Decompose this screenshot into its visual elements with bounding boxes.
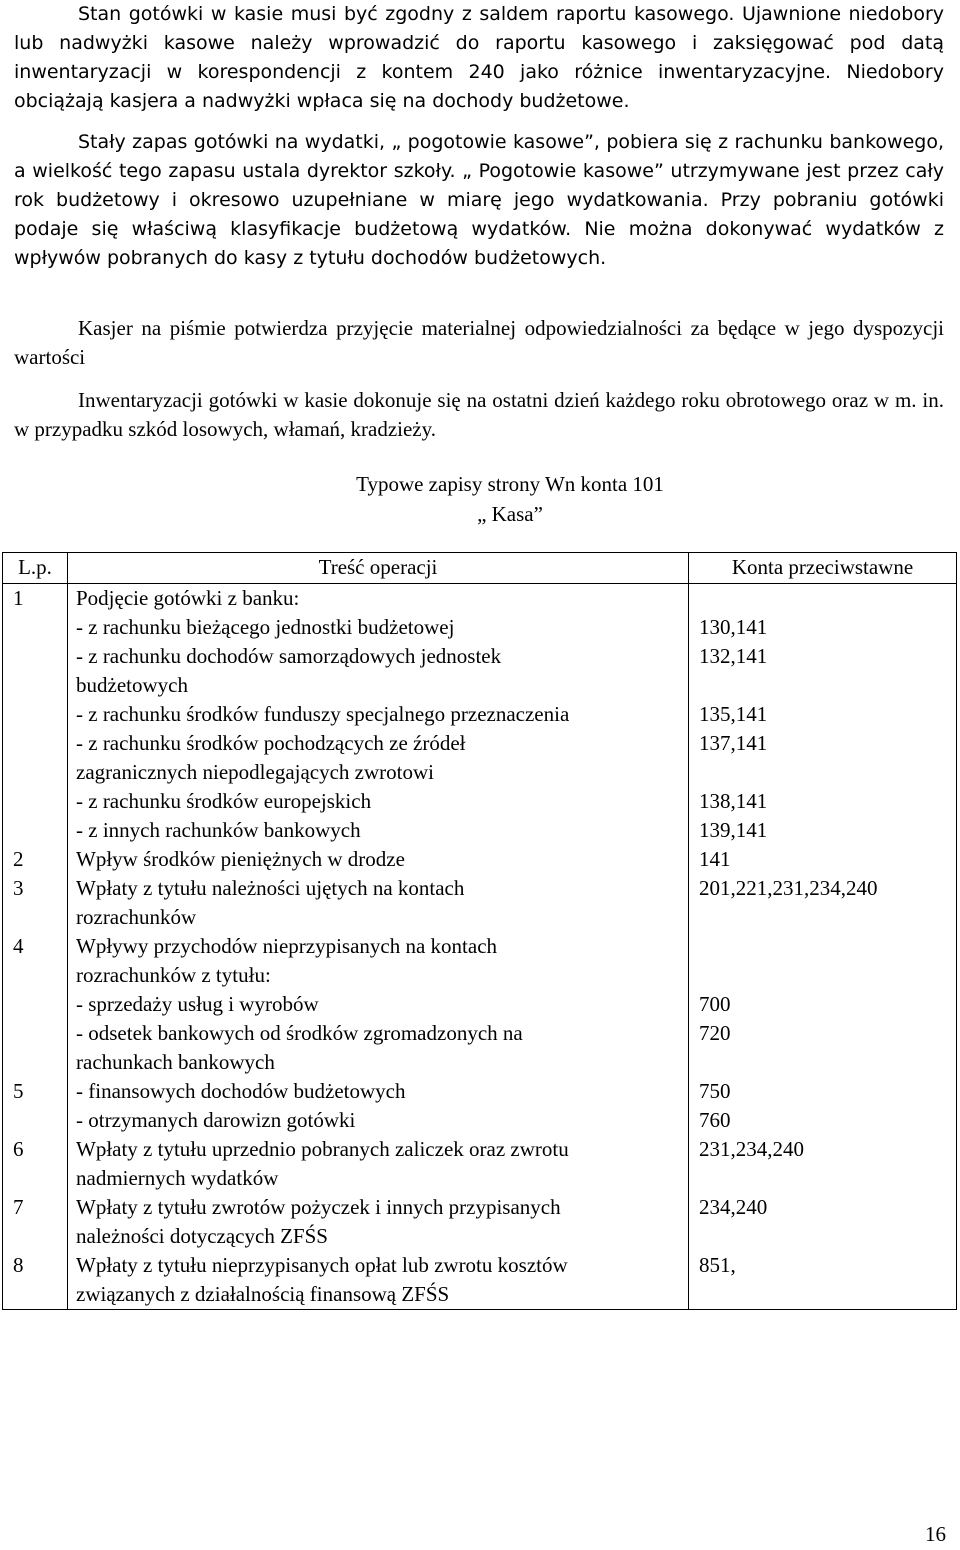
row-accounts xyxy=(689,932,956,961)
row-accounts: 139,141 xyxy=(699,818,768,842)
row-operation: należności dotyczących ZFŚS xyxy=(76,1224,328,1248)
accounts-column xyxy=(689,584,957,1310)
row-lp xyxy=(3,787,67,816)
row-operation: Wpłaty z tytułu zwrotów pożyczek i innych przypisanych xyxy=(76,1195,561,1219)
row-operation: - z rachunku dochodów samorządowych jednostek xyxy=(76,644,502,668)
row-lp xyxy=(3,1164,67,1193)
row-lp xyxy=(3,816,67,845)
operation-column xyxy=(68,584,689,1310)
row-operation: - odsetek bankowych od środków zgromadzonych na xyxy=(76,1021,523,1045)
row-lp xyxy=(3,729,67,758)
row-lp: 7 xyxy=(13,1195,24,1219)
row-lp: 3 xyxy=(13,876,24,900)
entries-table xyxy=(2,552,957,1310)
row-operation: - z rachunku środków funduszy specjalnego przeznaczenia xyxy=(76,702,570,726)
row-lp: 4 xyxy=(13,934,24,958)
row-accounts: 130,141 xyxy=(699,615,768,639)
row-lp: 5 xyxy=(13,1079,24,1103)
row-accounts xyxy=(689,671,956,700)
row-accounts: 132,141 xyxy=(699,644,768,668)
row-operation: - z rachunku środków pochodzących ze źródeł xyxy=(76,731,466,755)
row-accounts: 141 xyxy=(699,847,731,871)
page-number: 16 xyxy=(925,1522,946,1546)
row-operation: Wpływ środków pieniężnych w drodze xyxy=(76,847,405,871)
row-accounts xyxy=(689,903,956,932)
row-lp xyxy=(3,961,67,990)
row-accounts: 135,141 xyxy=(699,702,768,726)
row-operation: nadmiernych wydatków xyxy=(76,1166,279,1190)
row-accounts xyxy=(689,1280,956,1309)
row-operation: Wpłaty z tytułu uprzednio pobranych zaliczek oraz zwrotu xyxy=(76,1137,569,1161)
row-accounts: 750 xyxy=(699,1079,731,1103)
paragraph-cashier-responsibility: Kasjer na piśmie potwierdza przyjęcie materialnej odpowiedzialności za będące w jego dyspozycji wartości xyxy=(14,316,944,369)
row-operation: rozrachunków z tytułu: xyxy=(76,963,271,987)
row-operation: Wpłaty z tytułu nieprzypisanych opłat lub zwrotu kosztów xyxy=(76,1253,568,1277)
table-subtitle: „ Kasa” xyxy=(477,502,543,526)
row-operation: Wpłaty z tytułu należności ujętych na kontach xyxy=(76,876,465,900)
row-lp xyxy=(3,1222,67,1251)
row-lp: 6 xyxy=(13,1137,24,1161)
row-accounts xyxy=(689,1048,956,1077)
row-accounts xyxy=(689,584,956,613)
row-lp xyxy=(3,613,67,642)
row-operation: - finansowych dochodów budżetowych xyxy=(76,1079,406,1103)
row-accounts: 700 xyxy=(699,992,731,1016)
row-lp xyxy=(3,758,67,787)
row-accounts: 138,141 xyxy=(699,789,768,813)
row-operation: - sprzedaży usług i wyrobów xyxy=(76,992,319,1016)
row-operation: - z rachunku bieżącego jednostki budżetowej xyxy=(76,615,455,639)
lp-column xyxy=(3,584,68,1310)
table-header-row xyxy=(3,553,957,584)
row-operation: - z rachunku środków europejskich xyxy=(76,789,372,813)
paragraph-petty-cash: Stały zapas gotówki na wydatki, „ pogotowie kasowe”, pobiera się z rachunku bankowego, a wielkość tego zapasu ustala dyrektor szkoły. „ Pogotowie kasowe” utrzymywane jest przez cały rok budżetowy i okresowo uzupełniane w miarę jego wydatkowania. Przy pobraniu gotówki podaje się właściwą klasyfikacje budżetową wydatków. Nie można dokonywać wydatków z wpływów pobranych do kasy z tytułu dochodów budżetowych. xyxy=(14,131,944,269)
row-accounts: 201,221,231,234,240 xyxy=(699,876,878,900)
row-lp: 2 xyxy=(13,847,24,871)
paragraph-cash-inventory: Inwentaryzacji gotówki w kasie dokonuje się na ostatni dzień każdego roku obrotowego oraz w m. in. w przypadku szkód losowych, włamań, kradzieży. xyxy=(14,388,944,441)
row-operation: zagranicznych niepodlegających zwrotowi xyxy=(76,760,434,784)
row-lp xyxy=(3,903,67,932)
row-operation: związanych z działalnością finansową ZFŚS xyxy=(76,1282,450,1306)
row-accounts xyxy=(689,758,956,787)
header-operation: Treść operacji xyxy=(68,553,689,584)
row-accounts: 851, xyxy=(699,1253,736,1277)
row-lp xyxy=(3,1280,67,1309)
row-operation: - z innych rachunków bankowych xyxy=(76,818,361,842)
row-operation: Podjęcie gotówki z banku: xyxy=(76,586,300,610)
row-lp xyxy=(3,1019,67,1048)
row-accounts: 720 xyxy=(699,1021,731,1045)
row-accounts: 137,141 xyxy=(699,731,768,755)
row-accounts xyxy=(689,1164,956,1193)
row-operation: Wpływy przychodów nieprzypisanych na kontach xyxy=(76,934,498,958)
row-lp xyxy=(3,700,67,729)
row-accounts: 231,234,240 xyxy=(699,1137,804,1161)
row-lp xyxy=(3,1106,67,1135)
row-lp: 1 xyxy=(13,586,24,610)
table-body-row xyxy=(3,584,957,1310)
paragraph-cash-reconciliation: Stan gotówki w kasie musi być zgodny z saldem raportu kasowego. Ujawnione niedobory lub nadwyżki kasowe należy wprowadzić do raportu kasowego i zaksięgować pod datą inwentaryzacji w korespondencji z kontem 240 jako różnice inwentaryzacyjne. Niedobory obciążają kasjera a nadwyżki wpłaca się na dochody budżetowe. xyxy=(14,3,944,112)
row-lp xyxy=(3,642,67,671)
row-operation: budżetowych xyxy=(76,673,188,697)
row-operation: - otrzymanych darowizn gotówki xyxy=(76,1108,356,1132)
row-operation: rozrachunków xyxy=(76,905,197,929)
row-accounts xyxy=(689,1222,956,1251)
row-lp xyxy=(3,1048,67,1077)
table-title: Typowe zapisy strony Wn konta 101 xyxy=(356,472,664,496)
header-lp: L.p. xyxy=(3,553,68,584)
row-lp xyxy=(3,990,67,1019)
row-lp xyxy=(3,671,67,700)
row-lp: 8 xyxy=(13,1253,24,1277)
row-accounts xyxy=(689,961,956,990)
row-accounts: 760 xyxy=(699,1108,731,1132)
row-accounts: 234,240 xyxy=(699,1195,768,1219)
row-operation: rachunkach bankowych xyxy=(76,1050,275,1074)
header-accounts: Konta przeciwstawne xyxy=(689,553,957,584)
